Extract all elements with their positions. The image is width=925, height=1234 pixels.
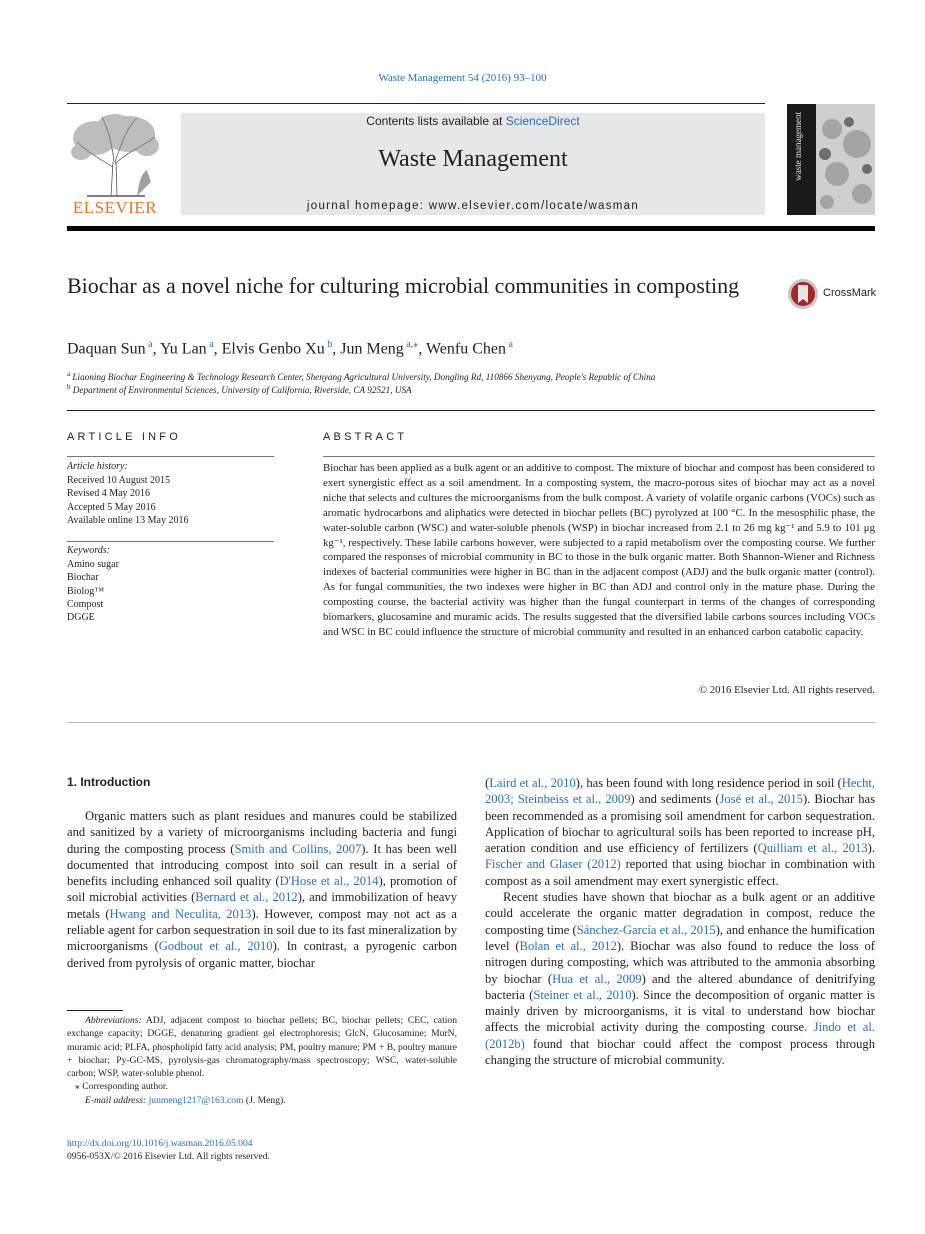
author-name: Elvis Genbo Xu (221, 340, 325, 358)
issn-copyright: 0956-053X/© 2016 Elsevier Ltd. All rights reserved. (67, 1151, 270, 1163)
citation-link[interactable]: Sánchez-García et al., 2015 (576, 922, 716, 937)
author-affiliation-mark[interactable]: a (145, 339, 153, 350)
citation-link[interactable]: José et al., 2015 (719, 792, 803, 807)
citation-link[interactable]: Godbout et al., 2010 (158, 939, 273, 954)
doi-link[interactable]: http://dx.doi.org/10.1016/j.wasman.2016.05.004 (67, 1138, 253, 1149)
author-list: Daquan Sun $^a$, Yu Lan $^a$, Elvis Genbo Xu $^b$, Jun Meng $^{a,⁎}$, Wenfu Chen $^a$ (67, 339, 513, 358)
crossmark-label: CrossMark (823, 287, 877, 299)
journal-reference[interactable]: Waste Management 54 (2016) 93–100 (378, 72, 547, 84)
abstract-rule (323, 456, 875, 457)
abbreviations-label: Abbreviations: (85, 1015, 142, 1026)
contents-prefix: Contents lists available at (366, 114, 506, 128)
citation-link[interactable]: Steiner et al., 2010 (533, 987, 632, 1002)
history-online: Available online 13 May 2016 (67, 514, 189, 526)
affiliation-b (67, 383, 412, 395)
keywords-list (67, 558, 119, 624)
abstract-copyright: © 2016 Elsevier Ltd. All rights reserved. (698, 684, 875, 696)
affiliation-a-mark: a (67, 370, 71, 378)
citation-link[interactable]: Bernard et al., 2012 (195, 890, 298, 905)
citation-link[interactable]: D'Hose et al., 2014 (279, 874, 379, 889)
keyword-item: Amino sugar (67, 559, 119, 570)
journal-name: Waste Management (378, 146, 568, 172)
citation-link[interactable]: Smith and Collins, 2007 (234, 841, 362, 856)
section-heading-introduction: 1. Introduction (67, 775, 151, 789)
keyword-item: Biochar (67, 572, 99, 584)
intro-right-column (485, 775, 875, 1068)
keyword-item: DGGE (67, 612, 95, 624)
footer-identifiers (67, 1137, 270, 1164)
affiliation-b-mark: b (67, 383, 71, 391)
keywords-rule (67, 541, 274, 542)
author-name: Yu Lan (160, 340, 207, 358)
article-title: Biochar as a novel niche for culturing microbial communities in composting (67, 273, 740, 298)
article-info-heading: ARTICLE INFO (67, 431, 181, 443)
crossmark-icon (787, 278, 819, 310)
affiliation-a-text: Liaoning Biochar Engineering & Technology Research Center, Shenyang Agricultural University, Dongling Rd, 110866 Shenyang, People's Republic of China (72, 372, 656, 383)
author-name: Daquan Sun (67, 340, 146, 358)
citation-link[interactable]: Jindo et al. (2012b) (485, 1020, 876, 1051)
email-suffix: (J. Meng). (243, 1094, 286, 1106)
keyword-item: Compost (67, 598, 104, 610)
email-link[interactable]: junmeng1217@163.com (148, 1094, 244, 1106)
abbreviations-footnote (67, 1014, 457, 1080)
affiliation-a (67, 370, 655, 382)
citation-link[interactable]: Laird et al., 2010 (489, 776, 576, 790)
citation-link[interactable]: Quilliam et al., 2013 (757, 841, 868, 856)
history-revised: Revised 4 May 2016 (67, 488, 151, 500)
intro-paragraph-2: Recent studies have shown that biochar as a bulk agent or an additive could accelerate the organic matter degradation in compost, reduce the composting time (Sánchez-García et al., 2015), and enhance the humification level (Bolan et al., 2012). Biochar was also found to reduce the loss of nitrogen during composting, which was attributed to the ammonia absorbing by biochar (Hua et al., 2009) and the altered abundance of denitrifying bacteria (Steiner et al., 2010). Since the decomposition of organic matter is mainly driven by microorganisms, it is vital to understand how biochar affects the microbial activity during the composting course. Jindo et al. (2012b) found that biochar could affect the compost process through changing the structure of microbial community. (485, 890, 876, 1068)
citation-link[interactable]: Hua et al., 2009 (552, 971, 642, 986)
abstract-heading: ABSTRACT (323, 431, 408, 443)
sciencedirect-link[interactable]: ScienceDirect (505, 114, 580, 128)
homepage-prefix: journal homepage: (306, 200, 429, 212)
author-name: Wenfu Chen (425, 340, 506, 358)
citation-link[interactable]: Hwang and Neculita, 2013 (109, 906, 252, 921)
email-label: E-mail address: (85, 1094, 147, 1106)
intro-paragraph-1: Organic matters such as plant residues and manures could be stabilized and sanitized by a variety of microorganisms including bacteria and fungi during the composting process (Smith and Collins, 2007). It has been well documented that introducing compost into soil can result in a serial of benefits including enhanced soil quality (D'Hose et al., 2014), promotion of soil microbial activities (Bernard et al., 2012), and immobilization of heavy metals (Hwang and Neculita, 2013). However, compost may not act as a reliable agent for carbon sequestration in soil due to its fast mineralization by microorganisms (Godbout et al., 2010). In contrast, a pyrogenic carbon derived from pyrolysis of organic matter, biochar (67, 809, 458, 970)
corresponding-author-note: ⁎ Corresponding author. (75, 1081, 168, 1093)
article-history (67, 474, 188, 527)
author-name: Jun Meng (340, 340, 404, 358)
abstract-text: Biochar has been applied as a bulk agent or an additive to compost. The mixture of biochar and compost has been considered to exert synergistic effect as a soil amendment. In a composting system, the macro-porous sites of biochar may act as a novel niche that selects and cultures the microorganisms from the bulk compost. A variety of volatile organic carbons (VOCs) such as aromatic hydrocarbons and aliphatics were detected in biochar pellets (BC) pyrolyzed at 100 °C. In the mesosphilic phase, the water-soluble carbon (WSC) and water-soluble phenols (WSP) in biochar increased from 2.1 to 26 mg kg⁻¹ and 5.9 to 101 μg kg⁻¹, respectively. These labile carbons however, were subjected to a rapid metabolism over the composting course. We further compared the responses of microbial community in BC to those in the bulk organic matter. Both Shannon-Wiener and Richness indexes of bacterial communities were higher in BC than in the adjacent compost (ADJ) and the bulk organic matter (control). As for fungal communities, the two indexes were higher in BC than ADJ and control only in the mature phase. During the composting course, the bacterial activity was higher than the fungal counterpart in terms of the changes of corresponding biomarkers, glucosamine and muramic acids. The results suggested that the diversified labile carbons sources including VOCs and WSC in BC could influence the structure of microbial community and resulted in an enhanced carbon catabolic capacity. (323, 462, 875, 638)
citation-link[interactable]: Fischer and Glaser (2012) (485, 857, 621, 872)
cover-spine-title: waste management (793, 112, 803, 181)
keyword-item: Biolog™ (67, 585, 105, 597)
author-affiliation-mark[interactable]: b (324, 339, 333, 350)
contents-line (181, 114, 765, 128)
header-thick-rule (67, 226, 875, 231)
intro-paragraph-1-continued: (Laird et al., 2010), has been found with long residence period in soil (Hecht, 2003; Steinbeiss et al., 2009) and sediments (José et al., 2015). Biochar has been recommended as a promising soil amendment for carbon sequestration. Application of biochar to agricultural soils has been reported to increase pH, aeration condition and use efficiency of fertilizers (Quilliam et al., 2013). Fischer and Glaser (2012) reported that using biochar in combination with compost as a soil amendment may exert synergistic effect. (485, 776, 876, 888)
author-affiliation-mark[interactable]: a (506, 339, 513, 350)
history-accepted: Accepted 5 May 2016 (67, 501, 156, 513)
footnotes (67, 1014, 457, 1107)
abstract-bottom-rule (67, 722, 875, 723)
elsevier-wordmark: ELSEVIER (72, 198, 158, 217)
header-rule (67, 103, 765, 104)
author-affiliation-mark[interactable]: a (206, 339, 214, 350)
journal-homepage (181, 200, 765, 212)
author-affiliation-mark[interactable]: a,⁎ (403, 339, 419, 350)
abbreviations-text: ADJ, adjacent compost to biochar pellets; BC, biochar pellets; CEC, cation exchange capacity; DGGE, denaturing gradient gel electrophoresis; GlcN, Glucosamine; MurN, muramic acid; PLFA, phospholipid fatty acid analysis; PM, poultry manure; PM + B, poultry manure + biochar; Py-GC-MS, pyrolysis-gas chromatography/mass spectroscopy; WSC, water-soluble carbon; WSP, water-soluble phenol. (67, 1015, 457, 1080)
history-received: Received 10 August 2015 (67, 475, 171, 486)
footnote-rule (67, 1010, 123, 1011)
homepage-url[interactable]: www.elsevier.com/locate/wasman (428, 200, 640, 212)
keywords-label: Keywords: (67, 545, 110, 556)
affiliation-b-text: Department of Environmental Sciences, University of California, Riverside, CA 92521, USA (72, 385, 412, 396)
article-history-label: Article history: (67, 461, 128, 472)
citation-link[interactable]: Bolan et al., 2012 (519, 938, 617, 953)
affiliation-rule (67, 410, 875, 411)
email-footnote (67, 1094, 457, 1107)
crossmark-badge[interactable] (787, 278, 887, 312)
journal-cover-image (787, 104, 875, 215)
citation-link[interactable]: Hecht, 2003; Steinbeiss et al., 2009 (485, 776, 876, 807)
article-info-rule (67, 456, 274, 457)
